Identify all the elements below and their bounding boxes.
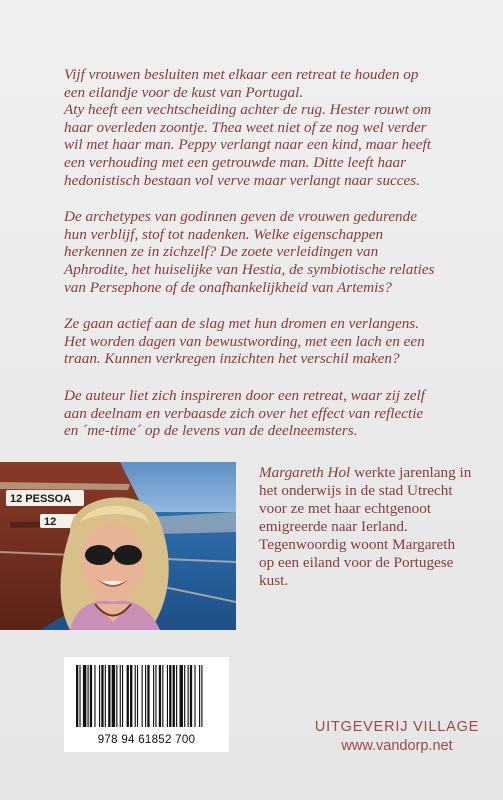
barcode-bar [76, 665, 78, 727]
barcode-bar [147, 665, 149, 727]
barcode-bar [142, 665, 143, 727]
boat-sign-text: 12 PESSOA [10, 493, 72, 505]
author-bio [259, 464, 474, 590]
barcode-bars [64, 665, 229, 735]
barcode-bar [120, 665, 121, 727]
barcode-bar [162, 665, 163, 727]
barcode-bar [184, 665, 185, 727]
blurb-paragraph-1: Vijf vrouwen besluiten met elkaar een retreat te houden op een eilandje voor de kust van Portugal. Aty heeft een vechtscheiding achter de rug. Hester rouwt om haar overleden zoontje. Thea weet niet of ze nog wel verder wil met haar man. Peppy verlangt naar een kind, maar heeft een verhouding met een getrouwde man. Ditte leeft haar hedonistisch bestaan vol verve maar verlangt naar succes. [64, 66, 432, 189]
author-name: Margareth Hol [259, 464, 351, 481]
barcode-bar [112, 665, 115, 727]
barcode-bar [130, 665, 132, 727]
barcode-bar [101, 665, 103, 727]
barcode-bar [155, 665, 156, 727]
barcode-bar [173, 665, 175, 727]
blurb-paragraph-3: Ze gaan actief aan de slag met hun dromen en verlangens. Het worden dagen van bewustwording, met een lach en een traan. Kunnen verkregen inzichten het verschil maken? [64, 315, 425, 368]
blurb-paragraph-4: De auteur liet zich inspireren door een retreat, waar zij zelf aan deelnam en verbaasde zich over het effect van reflectie en ´me-time´ op de levens van de deelneemsters. [64, 386, 425, 440]
barcode-bar [99, 665, 100, 727]
barcode-bar [145, 665, 146, 727]
author-photo [0, 462, 236, 630]
barcode-bar [180, 665, 183, 727]
blurb-paragraph-2: De archetypes van godinnen geven de vrouwen gedurende hun verblijf, stof tot nadenken. Welke eigenschappen herkennen ze in zichzelf? De zoete verleidingen van Aphrodite, het huiselijke van Hestia, de symbiotische relaties van Persephone of de onafhankelijkheid van Artemis? [64, 208, 435, 296]
publisher-name: UITGEVERIJ VILLAGE [314, 719, 480, 735]
barcode-bar [127, 665, 129, 727]
isbn-number: 978 94 61852 700 [97, 734, 196, 746]
barcode-bar [79, 665, 80, 727]
barcode-bar [199, 665, 200, 727]
author-photo-illustration [0, 462, 236, 630]
boat-sign-text-2: 12 [44, 516, 57, 528]
barcode-bar [194, 665, 195, 727]
barcode-bar [108, 665, 110, 727]
barcode-bar [159, 665, 161, 727]
barcode-bar [167, 665, 168, 727]
barcode-bar [188, 665, 189, 727]
barcode-bar [190, 665, 192, 727]
author-bio-text: werkte jarenlang in het onderwijs in de stad Utrecht voor ze met haar echtgenoot emigreerde naar Ierland. Tegenwoordig woont Margareth op een eiland voor de Portugese kust. [259, 464, 472, 589]
barcode-bar [90, 665, 92, 727]
barcode-bar [88, 665, 89, 727]
barcode-bar [116, 665, 117, 727]
blurb-text [64, 66, 459, 459]
barcode-bar [94, 665, 95, 727]
barcode-bar [122, 665, 123, 727]
publisher-block [297, 718, 497, 756]
barcode-bar [153, 665, 154, 727]
barcode-bar [135, 665, 136, 727]
barcode-bar [169, 665, 171, 727]
barcode [64, 657, 229, 752]
barcode-bar [176, 665, 177, 727]
barcode-bar [137, 665, 138, 727]
barcode-bar [83, 665, 86, 727]
barcode-bar [201, 665, 202, 727]
publisher-url: www.vandorp.net [341, 738, 453, 754]
barcode-bar [105, 665, 106, 727]
